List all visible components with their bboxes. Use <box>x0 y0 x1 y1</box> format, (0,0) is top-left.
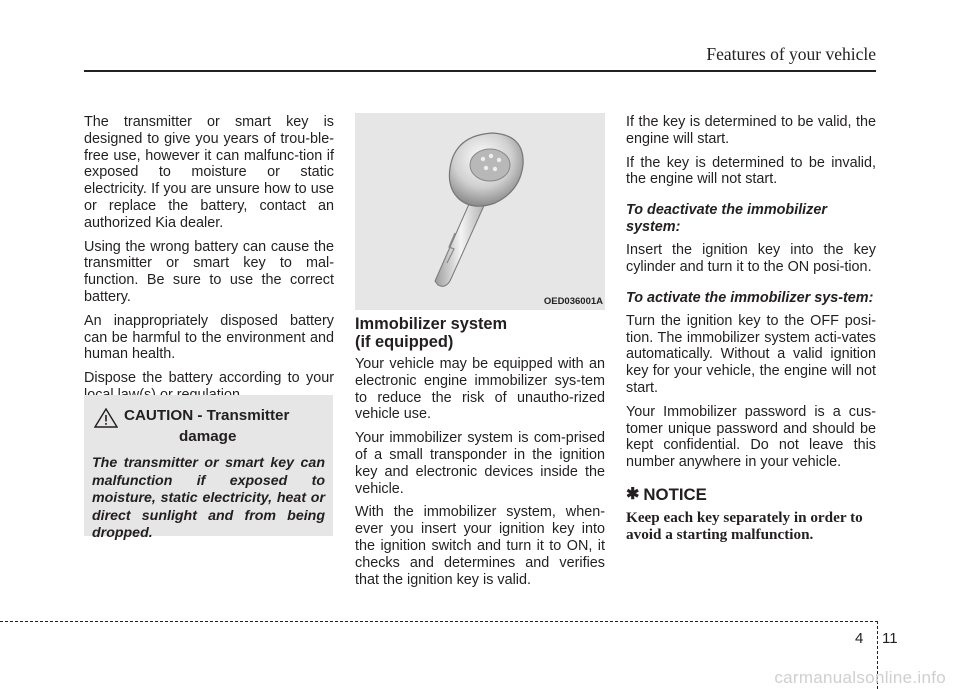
section-title-line2: (if equipped) <box>355 332 454 351</box>
ignition-key-icon <box>355 113 605 310</box>
page-number: 11 <box>882 630 898 647</box>
paragraph: Your immobilizer system is com-prised of a small transponder in the ignition key and electronic devices inside the vehicle. <box>355 430 605 497</box>
column-3 <box>626 114 876 543</box>
paragraph: Your Immobilizer password is a cus-tomer unique password and should be kept confidential. Do not leave this number anywhere in your vehicle. <box>626 403 876 471</box>
key-illustration <box>355 113 605 310</box>
caution-title-line2: damage <box>179 428 237 445</box>
footer-rule <box>0 621 878 622</box>
column-1 <box>84 114 334 411</box>
notice-star-icon: ✱ <box>626 485 640 503</box>
image-caption: OED036001A <box>543 296 603 307</box>
column-2 <box>355 356 605 595</box>
activate-heading: To activate the immobilizer sys-tem: <box>626 289 874 306</box>
paragraph: If the key is determined to be valid, the engine will start. <box>626 114 876 147</box>
paragraph: Using the wrong battery can cause the transmitter or smart key to mal-function. Be sure to use the correct battery. <box>84 238 334 305</box>
notice-heading <box>626 484 876 504</box>
section-title <box>355 316 605 351</box>
caution-header <box>92 407 325 428</box>
warning-triangle-icon <box>94 408 118 428</box>
paragraph: If the key is determined to be invalid, the engine will not start. <box>626 154 876 188</box>
notice-body: Keep each key separately in order to avoid a starting malfunction. <box>626 508 863 543</box>
paragraph: Insert the ignition key into the key cylinder and turn it to the ON posi-tion. <box>626 242 876 275</box>
header-rule <box>84 70 876 72</box>
page-header-title: Features of your vehicle <box>706 44 876 64</box>
paragraph: Turn the ignition key to the OFF posi-tion. The immobilizer system acti-vates automatically. Without a valid ignition key for your vehicle, the engine will not start. <box>626 312 876 396</box>
chapter-number: 4 <box>855 630 864 647</box>
watermark: carmanualsonline.info <box>774 668 946 687</box>
caution-title: CAUTION - Transmitter <box>124 407 290 424</box>
paragraph: The transmitter or smart key is designed to give you years of trou-ble-free use, however it can malfunc-tion if exposed to moisture or static electricity. If you are unsure how to use or replace the battery, contact an authorized Kia dealer. <box>84 114 334 231</box>
paragraph: Your vehicle may be equipped with an electronic engine immobilizer sys-tem to reduce the risk of unautho-rized vehicle use. <box>355 356 605 423</box>
deactivate-heading: To deactivate the immobilizer system: <box>626 202 827 236</box>
paragraph: With the immobilizer system, when-ever you insert your ignition key into the ignition switch and turn it to ON, it checks and determines and verifies that the ignition key is valid. <box>355 504 605 588</box>
paragraph: Dispose the battery according to your <box>84 370 334 387</box>
paragraph: An inappropriately disposed battery can be harmful to the environment and human health. <box>84 312 334 363</box>
caution-box <box>84 395 333 541</box>
section-title-line1: Immobilizer system <box>355 315 508 333</box>
caution-body: The transmitter or smart key can malfunction if exposed to moisture, static electricity, heat or direct sunlight and from being dropped. <box>92 455 325 541</box>
notice-title: NOTICE <box>643 484 707 504</box>
